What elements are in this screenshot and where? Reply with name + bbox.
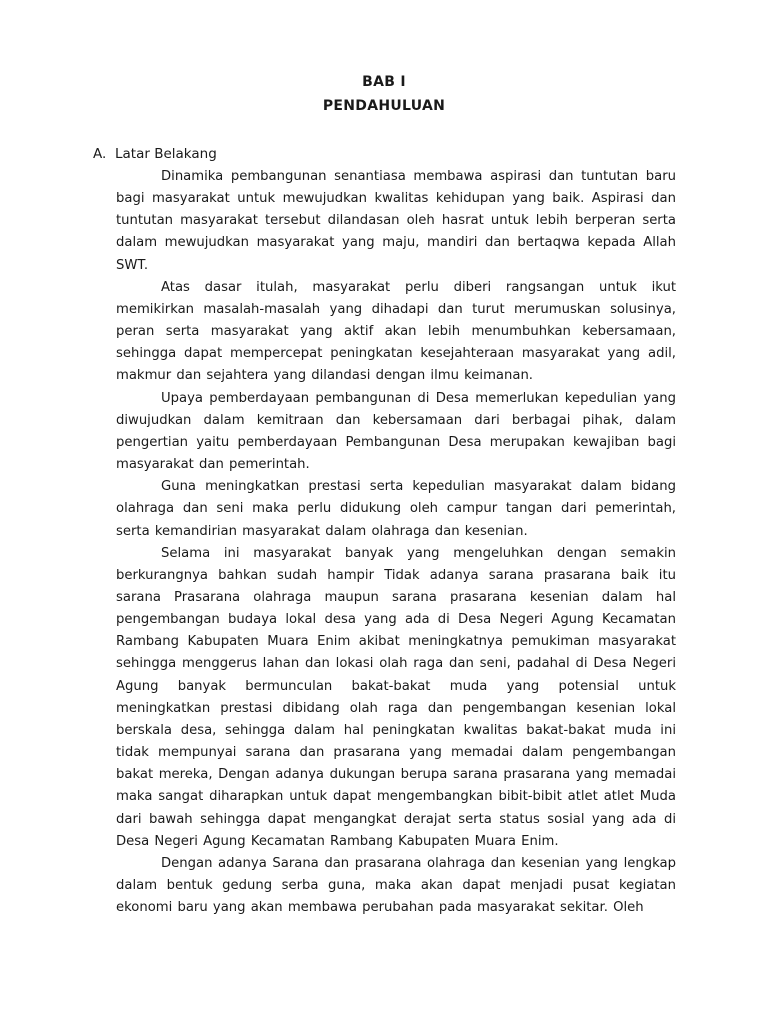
paragraph: Dengan adanya Sarana dan prasarana olahraga dan kesenian yang lengkap dalam bentuk gedung serba guna, maka akan dapat menjadi pusat kegiatan ekonomi baru yang akan membawa perubahan pada masyarakat sekitar. Oleh [116, 855, 676, 916]
section-heading [93, 146, 217, 162]
paragraph: Dinamika pembangunan senantiasa membawa aspirasi dan tuntutan baru bagi masyarakat untuk mewujudkan kwalitas kehidupan yang baik. Aspirasi dan tuntutan masyarakat tersebut dilandasan oleh hasrat untuk lebih berperan serta dalam mewujudkan masyarakat yang maju, mandiri dan bertaqwa kepada Allah SWT. [116, 169, 676, 273]
section-letter: A. [93, 146, 107, 162]
section-title: Latar Belakang [115, 146, 217, 162]
body-text [116, 166, 676, 919]
chapter-number: BAB I [362, 74, 406, 90]
paragraph: Guna meningkatkan prestasi serta kepedulian masyarakat dalam bidang olahraga dan seni maka perlu didukung oleh campur tangan dari pemerintah, serta kemandirian masyarakat dalam olahraga dan kesenian. [116, 479, 676, 539]
paragraph: Atas dasar itulah, masyarakat perlu diberi rangsangan untuk ikut memikirkan masalah-masalah yang dihadapi dan turut merumuskan solusinya, peran serta masyarakat yang aktif akan lebih menumbuhkan kebersamaan, sehingga dapat mempercepat peningkatan kesejahteraan masyarakat yang adil, makmur dan sejahtera yang dilandasi dengan ilmu keimanan. [116, 279, 676, 384]
chapter-title: PENDAHULUAN [322, 98, 446, 114]
paragraph: Upaya pemberdayaan pembangunan di Desa memerlukan kepedulian yang diwujudkan dalam kemitraan dan kebersamaan dari berbagai pihak, dalam pengertian yaitu pemberdayaan Pembangunan Desa merupakan kewajiban bagi masyarakat dan pemerintah. [116, 390, 676, 473]
paragraph: Selama ini masyarakat banyak yang mengeluhkan dengan semakin berkurangnya bahkan sudah hampir Tidak adanya sarana prasarana baik itu sarana Prasarana olahraga maupun sarana prasarana kesenian dalam hal pengembangan budaya lokal desa yang ada di Desa Negeri Agung Kecamatan Rambang Kabupaten Muara Enim akibat meningkatnya pemukiman masyarakat sehingga menggerus lahan dan lokasi olah raga dan seni, padahal di Desa Negeri Agung banyak bermunculan bakat-bakat muda yang potensial untuk meningkatkan prestasi dibidang olah raga dan pengembangan kesenian lokal berskala desa, sehingga dalam hal peningkatan kwalitas bakat-bakat muda ini tidak mempunyai sarana dan prasarana yang memadai dalam pengembangan bakat mereka, Dengan adanya dukungan berupa sarana prasarana yang memadai maka sangat diharapkan untuk dapat mengembangkan bibit-bibit atlet atlet Muda dari bawah sehingga dapat mengangkat derajat serta status sosial yang ada di Desa Negeri Agung Kecamatan Rambang Kabupaten Muara Enim. [116, 545, 676, 849]
